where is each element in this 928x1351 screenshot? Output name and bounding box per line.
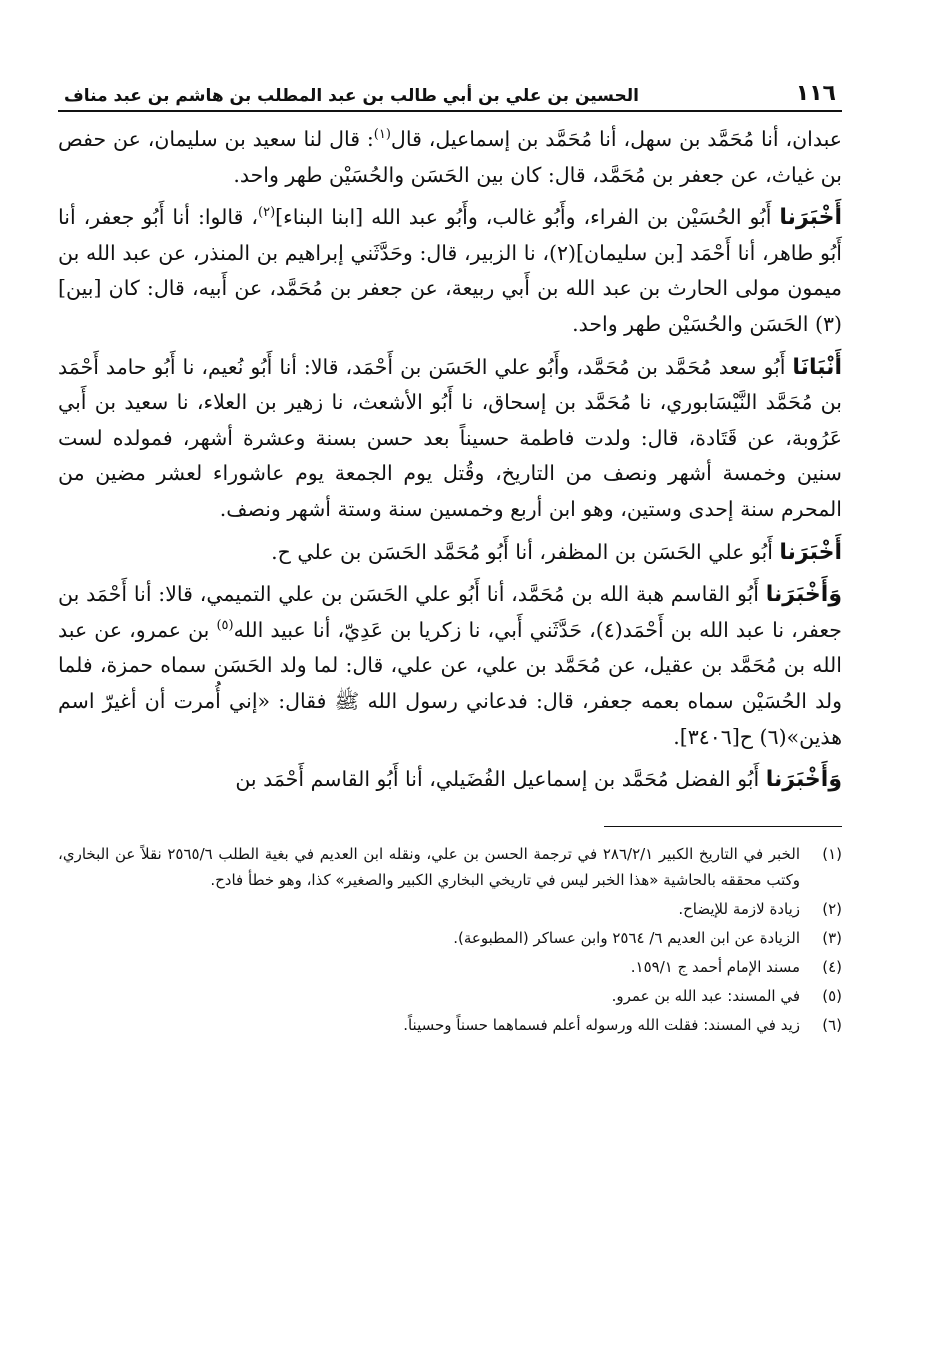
footnote-number: (١) xyxy=(822,844,842,863)
paragraph-lead: أَخْبَرَنا xyxy=(779,205,843,231)
footnote-ref: (٢) xyxy=(258,205,276,221)
footnote-item xyxy=(58,925,842,951)
paragraph-text: أَبُو الحُسَيْن بن الفراء، وأَبُو غالب، وأَبُو عبد الله [ابنا البناء] xyxy=(275,205,780,230)
paragraph-lead: أَنْبَانَا xyxy=(792,354,842,380)
footnotes xyxy=(58,841,842,1038)
paragraph-text: عبدان، أنا مُحَمَّد بن سهل، أنا مُحَمَّد بن إسماعيل، قال xyxy=(390,127,842,151)
footnote-item xyxy=(58,896,842,922)
paragraph-text: أَبُو الفضل مُحَمَّد بن إسماعيل الفُضَيلي، أنا أَبُو القاسم أَحْمَد بن xyxy=(235,767,766,792)
paragraph-lead: أَخْبَرَنا xyxy=(779,539,842,565)
paragraph-text: أَبُو سعد مُحَمَّد بن مُحَمَّد، وأَبُو علي الحَسَن بن أَحْمَد، قالا: أنا أَبُو نُعيم، نا أَبُو حامد أَحْمَد بن مُحَمَّد النَّيْسَابوري، نا مُحَمَّد بن إسحاق، نا أَبُو الأشعث، نا زهير بن العلاء، نا سعيد بن أَبي عَرُوبة، عن قَتَادة، قال: ولدت فاطمة حسيناً بعد حسن بسنة وعشرة أشهر، فمولده لست سنين وخمسة أشهر ونصف من التاريخ، وقُتل يوم الجمعة يوم عاشوراء لعشر مضين من المحرم سنة إحدى وستين، وهو ابن أربع وخمسين سنة وستة أشهر ونصف. xyxy=(58,354,842,521)
footnote-number: (٥) xyxy=(822,986,842,1005)
paragraph-text-continued: ، قالوا: أنا أَبُو جعفر، أنا أَبُو طاهر، أنا أَحْمَد [بن سليمان](٢)، نا الزبير، قال: وحَدَّثَني إبراهيم بن المنذر، عن عبد الله بن ميمون مولى الحارث بن عبد الله بن أَبي ربيعة، عن جعفر بن مُحَمَّد، عن أَبيه، قال: كان [بين](٣) الحَسَن والحُسَيْن طهر واحد. xyxy=(58,205,842,336)
footnote-number: (٢) xyxy=(822,899,842,918)
paragraph xyxy=(58,577,842,755)
footnote-text: الزيادة عن ابن العديم ٦/ ٢٥٦٤ وابن عساكر (المطبوعة). xyxy=(453,928,800,947)
paragraph-text-continued: بن عمرو، عن عبد الله بن مُحَمَّد بن عقيل، عن مُحَمَّد بن علي، عن علي، قال: لما ولد الحَسَن سماه حمزة، فلما ولد الحُسَيْن سماه بعمه جعفر، قال: فدعاني رسول الله ﷺ فقال: «إني أُمرت أن أغيرّ اسم هذين»(٦) ح[٣٤٠٦]. xyxy=(58,617,842,749)
paragraph-lead: وَأَخْبَرَنا xyxy=(765,582,842,608)
paragraph-lead: وَأَخْبَرَنا xyxy=(765,767,842,793)
footnote-ref: (٥) xyxy=(216,617,234,633)
running-title: الحسين بن علي بن أبي طالب بن عبد المطلب بن هاشم بن عبد مناف xyxy=(64,86,639,106)
paragraph-text-continued: : قال لنا سعيد بن سليمان، عن حفص بن غياث، عن جعفر بن مُحَمَّد، قال: كان بين الحَسَن والحُسَيْن طهر واحد. xyxy=(58,127,842,187)
footnote-number: (٦) xyxy=(822,1015,842,1034)
footnote-item xyxy=(58,983,842,1009)
footnote-text: في المسند: عبد الله بن عمرو. xyxy=(611,986,800,1005)
footnote-text: الخبر في التاريخ الكبير ٢٨٦/٢/١ في ترجمة الحسن بن علي، ونقله ابن العديم في بغية الطلب ٢٥٦٥/٦ نقلاً عن البخاري، وكتب محققه بالحاشية «هذا الخبر ليس في تاريخي البخاري الكبير والصغير» كذا، وهو خطأ فادح. xyxy=(58,844,801,889)
main-text xyxy=(58,122,842,798)
footnote-item xyxy=(58,841,842,893)
book-page xyxy=(58,70,842,1041)
footnote-ref: (١) xyxy=(373,127,391,143)
paragraph xyxy=(58,535,842,571)
page-header xyxy=(58,70,842,112)
paragraph xyxy=(58,122,842,193)
paragraph-text: أَبُو القاسم هبة الله بن مُحَمَّد، أنا أَبُو علي الحَسَن بن علي التميمي، قالا: أنا أَحْمَد بن جعفر، نا عبد الله بن أَحْمَد(٤)، حَدَّثَني أَبي، نا زكريا بن عَدِيّ، أنا عبيد الله xyxy=(58,582,842,642)
footnote-item xyxy=(58,954,842,980)
paragraph xyxy=(58,350,842,528)
footnote-text: زيادة لازمة للإيضاح. xyxy=(678,899,800,918)
footnote-number: (٣) xyxy=(822,928,842,947)
paragraph xyxy=(58,200,842,342)
footnote-number: (٤) xyxy=(822,957,842,976)
footnote-text: زيد في المسند: فقلت الله ورسوله أعلم فسماهما حسناً وحسيناً. xyxy=(403,1015,800,1034)
footnote-item xyxy=(58,1012,842,1038)
paragraph xyxy=(58,762,842,798)
footnote-text: مسند الإمام أحمد ج ١٥٩/١. xyxy=(630,957,800,976)
paragraph-text: أَبُو علي الحَسَن بن المظفر، أنا أَبُو مُحَمَّد الحَسَن بن علي ح. xyxy=(271,539,780,564)
footnote-separator xyxy=(604,826,842,827)
page-number: ١١٦ xyxy=(795,81,836,106)
